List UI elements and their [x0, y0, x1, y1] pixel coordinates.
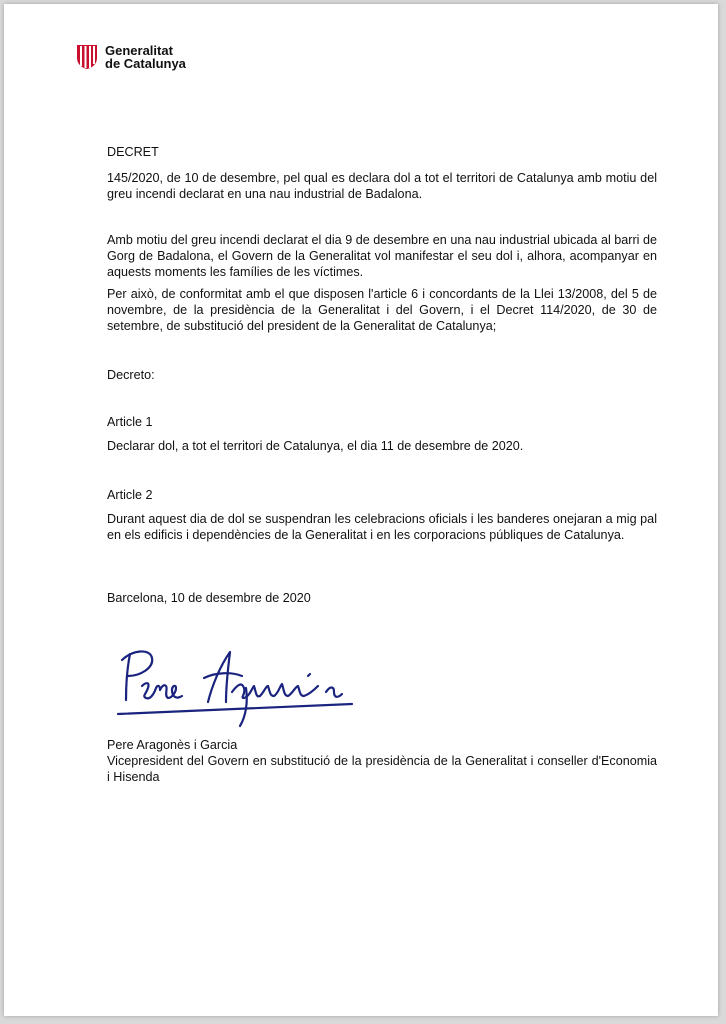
- article2-text: Durant aquest dia de dol se suspendran les celebracions oficials i les banderes onejaran a mig pal en els edificis i dependències de la Generalitat i en les corporacions públiques de Catalunya.: [107, 512, 657, 542]
- paragraph-reason: Amb motiu del greu incendi declarat el dia 9 de desembre en una nau industrial ubicada al barri de Gorg de Badalona, el Govern de la Generalitat vol manifestar el seu dol i, alhora, acompanyar en aquests moments les famílies de les víctimes.: [107, 233, 657, 279]
- article1-text: Declarar dol, a tot el territori de Catalunya, el dia 11 de desembre de 2020.: [107, 439, 524, 453]
- org-name-line2: de Catalunya: [105, 56, 186, 71]
- decree-title: 145/2020, de 10 de desembre, pel qual es declara dol a tot el territori de Catalunya amb motiu del greu incendi declarat en una nau industrial de Badalona.: [107, 171, 657, 201]
- article1-heading: Article 1: [107, 415, 153, 429]
- paragraph-legal-basis: Per això, de conformitat amb el que disposen l'article 6 i concordants de la Llei 13/2008, del 5 de novembre, de la presidència de la Generalitat i del Govern, i el Decret 114/2020, de 30 de setembre, de substitució del president de la Generalitat de Catalunya;: [107, 287, 657, 333]
- org-name-line1: Generalitat: [105, 43, 173, 58]
- decreto-label: Decreto:: [107, 368, 155, 382]
- document-page: [4, 4, 718, 1016]
- place-and-date: Barcelona, 10 de desembre de 2020: [107, 591, 311, 605]
- doc-type: DECRET: [107, 145, 159, 159]
- signer-role: Vicepresident del Govern en substitució de la presidència de la Generalitat i conseller d'Economia i Hisenda: [107, 754, 657, 784]
- handwritten-signature: [112, 642, 362, 732]
- signer-name: Pere Aragonès i Garcia: [107, 738, 238, 752]
- senyera-shield-icon: [76, 44, 98, 70]
- generalitat-logo: [76, 44, 186, 70]
- article2-heading: Article 2: [107, 488, 153, 502]
